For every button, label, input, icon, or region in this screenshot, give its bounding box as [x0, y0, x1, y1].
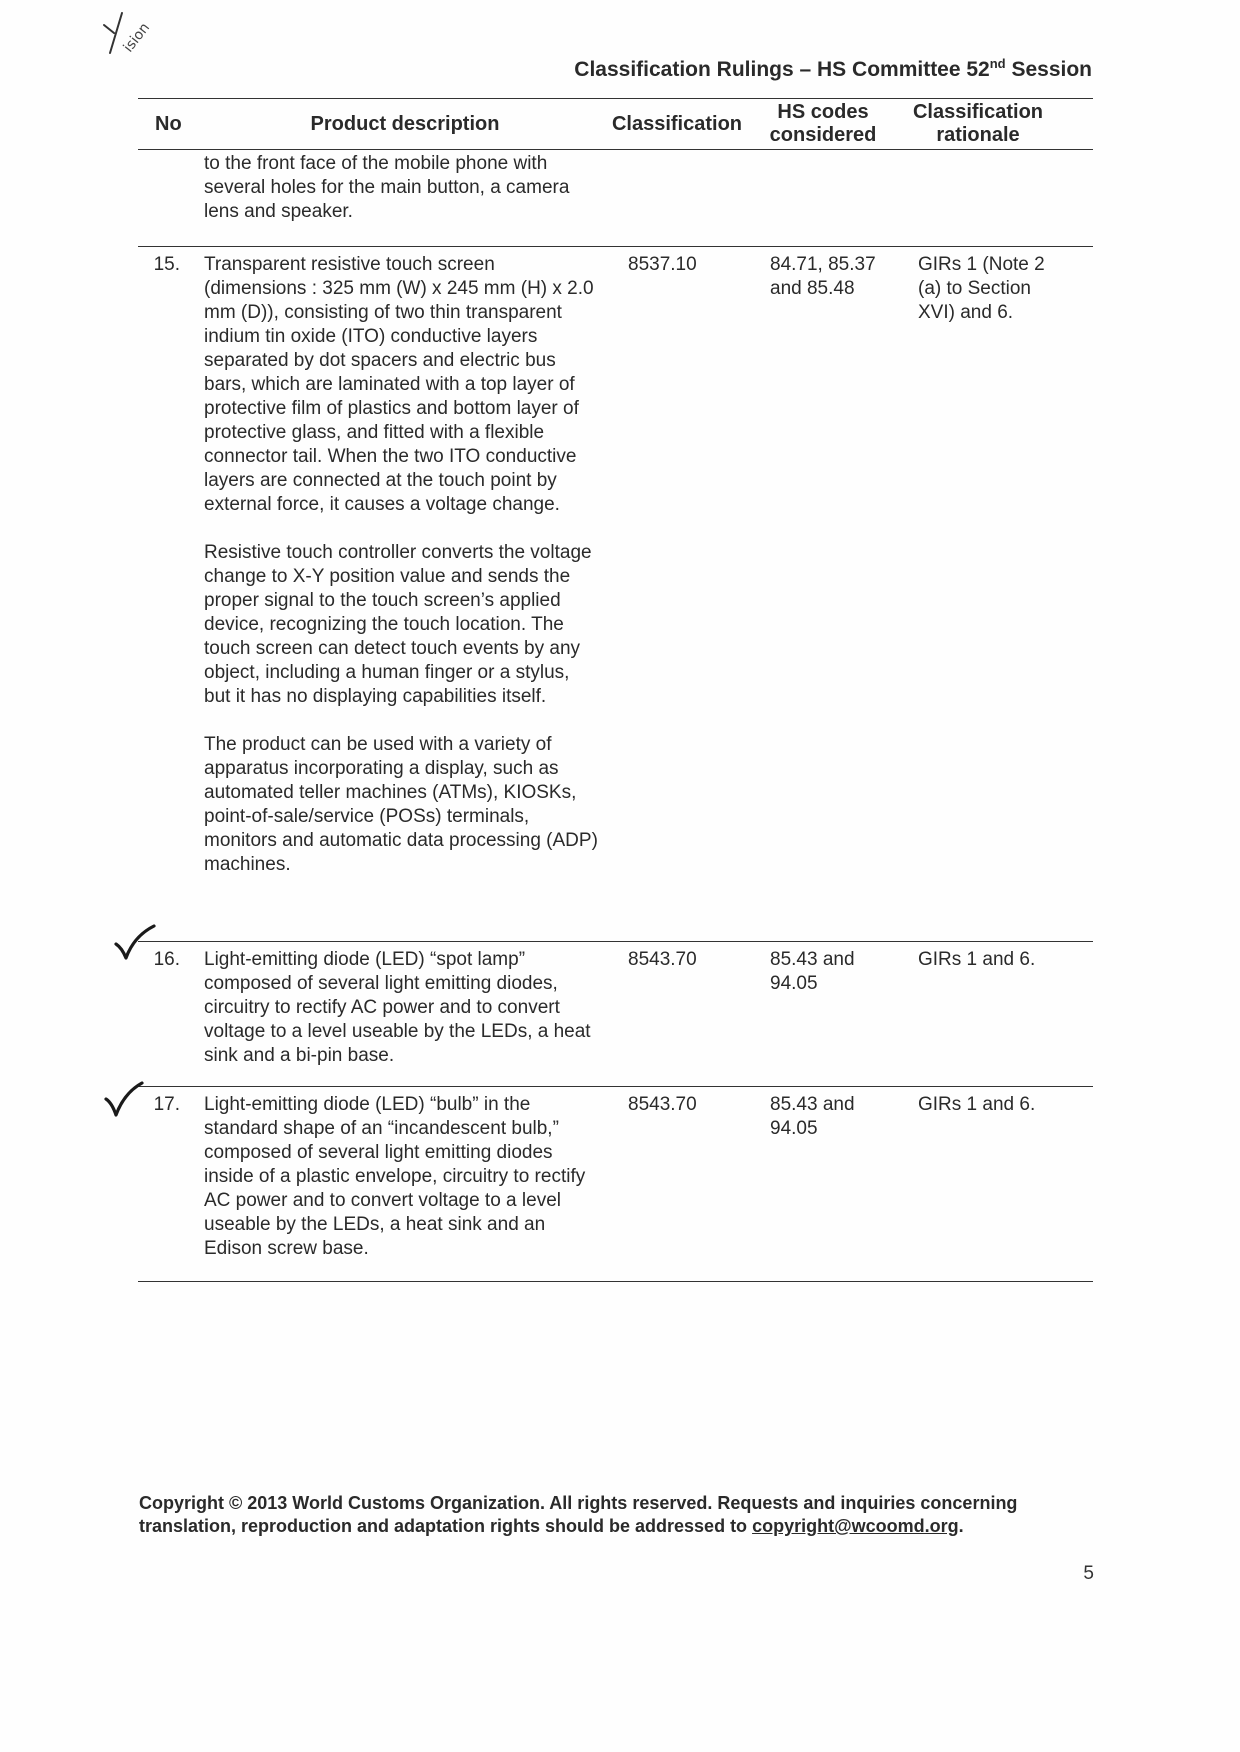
copyright-trailing: .: [958, 1516, 964, 1536]
column-header-rationale: [898, 101, 1058, 147]
row-description: [188, 152, 606, 246]
rationale-header-line2: rationale: [936, 124, 1020, 146]
handwritten-checkmark-icon: [102, 1081, 146, 1121]
row-number: [138, 152, 188, 246]
header-title-suffix: Session: [1005, 58, 1092, 81]
rulings-table: [138, 98, 1093, 1282]
row-classification: 8543.70: [628, 1094, 697, 1115]
page-number: 5: [1083, 1563, 1094, 1584]
row-description: [188, 253, 606, 941]
description-paragraph: Light-emitting diode (LED) “spot lamp” composed of several light emitting diodes, circuitry to rectify AC power and to convert voltage to a level useable by the LEDs, a heat sink and a bi-pin base.: [204, 949, 591, 1066]
header-title-prefix: Classification Rulings – HS Committee 52: [574, 58, 990, 81]
row-description: [188, 948, 606, 1086]
column-header-no: No: [155, 112, 182, 135]
row-classification: 8543.70: [628, 949, 697, 970]
table-row: [138, 1087, 1093, 1281]
table-row: [138, 942, 1093, 1086]
row-rationale: GIRs 1 and 6.: [918, 1094, 1036, 1115]
copyright-text: Copyright © 2013 World Customs Organization. All rights reserved. Requests and inquiries concerning translation, reproduction and adaptation rights should be addressed to: [139, 1493, 1018, 1536]
hs-codes-header-line2: considered: [769, 124, 877, 146]
description-paragraph: to the front face of the mobile phone with several holes for the main button, a camera lens and speaker.: [204, 153, 570, 222]
table-row-continuation: [138, 150, 1093, 246]
table-row: [138, 247, 1093, 941]
row-classification: 8537.10: [628, 254, 697, 275]
row-number: 15.: [153, 254, 180, 275]
description-paragraph: Light-emitting diode (LED) “bulb” in the standard shape of an “incandescent bulb,” composed of several light emitting diodes inside of a plastic envelope, circuitry to rectify AC power and to convert voltage to a level useable by the LEDs, a heat sink and an Edison screw base.: [204, 1094, 586, 1259]
column-header-hs-codes: [748, 101, 898, 147]
row-description: [188, 1093, 606, 1281]
rationale-header-line1: Classification: [912, 101, 1044, 123]
row-number: 17.: [153, 1094, 180, 1115]
column-header-description: Product description: [310, 112, 500, 135]
description-paragraph: Resistive touch controller converts the voltage change to X-Y position value and sends the proper signal to the touch screen’s applied device, recognizing the touch location. The touch screen can detect touch events by any object, including a human finger or a stylus, but it has no displaying capabilities itself.: [204, 542, 592, 707]
row-hs-codes: 84.71, 85.37 and 85.48: [770, 254, 876, 299]
row-rationale: GIRs 1 (Note 2 (a) to Section XVI) and 6.: [918, 254, 1045, 323]
copyright-footer: [139, 1492, 1019, 1538]
row-number: 16.: [153, 949, 180, 970]
header-title-superscript: nd: [989, 56, 1006, 71]
handwritten-checkmark-icon: [112, 922, 156, 962]
row-rationale: GIRs 1 and 6.: [918, 949, 1036, 970]
page-header: [574, 56, 1092, 82]
description-paragraph: The product can be used with a variety of apparatus incorporating a display, such as automated teller machines (ATMs), KIOSKs, point-of-sale/service (POSs) terminals, monitors and automatic data processing (ADP) machines.: [204, 734, 598, 875]
table-header: [138, 99, 1093, 149]
row-hs-codes: 85.43 and 94.05: [770, 949, 855, 994]
handwritten-text: ision: [120, 19, 154, 56]
handwritten-annotation: [100, 5, 190, 65]
copyright-email-link[interactable]: copyright@wcoomd.org: [752, 1516, 959, 1536]
table-rule: [138, 1281, 1093, 1282]
row-hs-codes: 85.43 and 94.05: [770, 1094, 855, 1139]
description-paragraph: Transparent resistive touch screen (dimensions : 325 mm (W) x 245 mm (H) x 2.0 mm (D)), consisting of two thin transparent indium tin oxide (ITO) conductive layers separated by dot spacers and electric bus bars, which are laminated with a top layer of protective film of plastics and bottom layer of protective glass, and fitted with a flexible connector tail. When the two ITO conductive layers are connected at the touch point by external force, it causes a voltage change.: [204, 254, 594, 515]
column-header-classification: Classification: [611, 112, 743, 135]
hs-codes-header-line1: HS codes: [777, 101, 869, 123]
